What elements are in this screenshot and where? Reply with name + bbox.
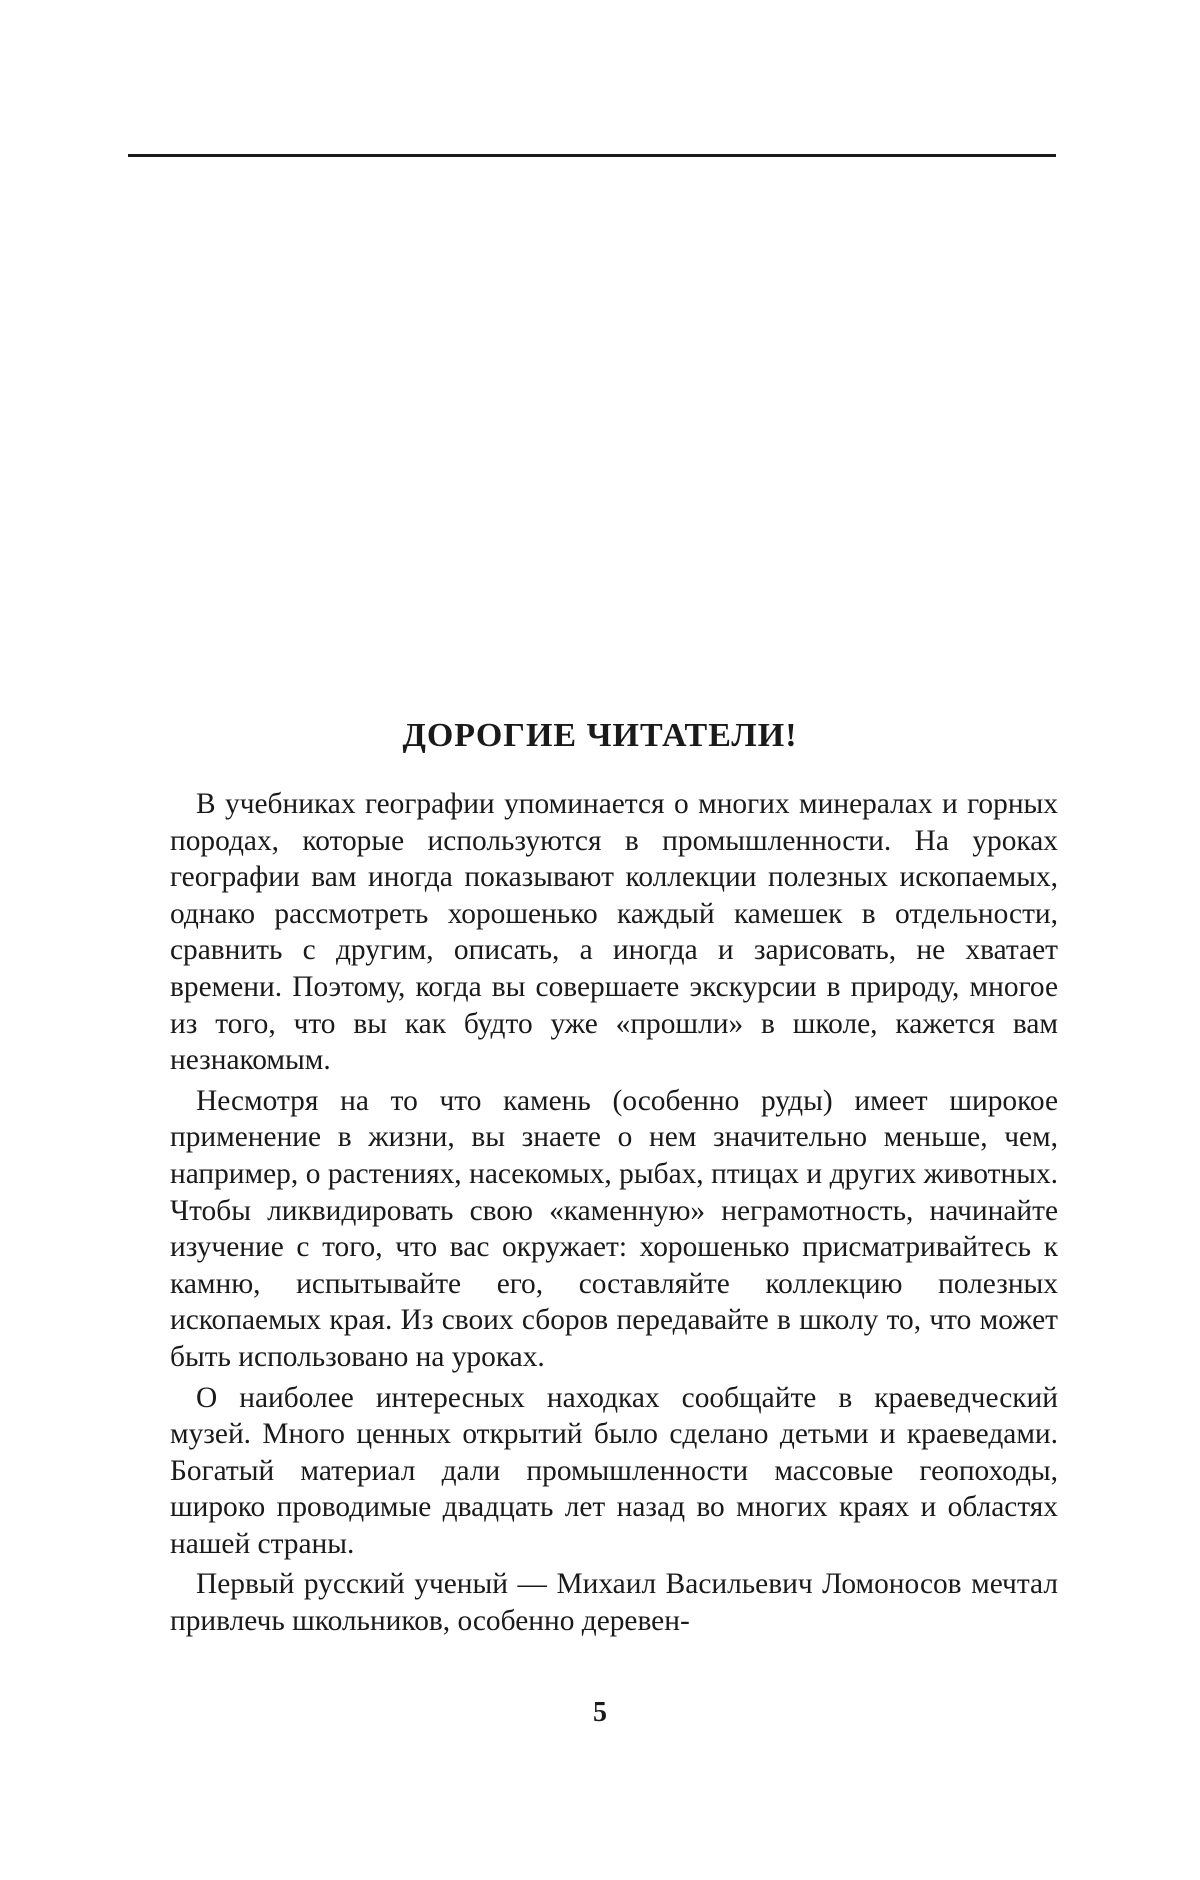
paragraph-1: В учебниках географии упоминается о многих минералах и горных породах, которые используются в промышленности. На уроках географии вам иногда показывают коллекции полезных ископаемых, однако рассмотреть хорошенько каждый камешек в отдельности, сравнить с другим, описать, а иногда и зарисовать, не хватает времени. Поэтому, когда вы совершаете экскурсии в природу, многое из того, что вы как будто уже «прошли» в школе, кажется вам незнакомым. (170, 788, 1058, 1077)
top-rule (128, 154, 1056, 157)
paragraph-4: Первый русский ученый — Михаил Васильевич Ломоносов мечтал привлечь школьников, особенно деревен- (170, 1568, 1058, 1638)
page-number: 5 (593, 1697, 607, 1728)
paragraph-2: Несмотря на то что камень (особенно руды) имеет широкое применение в жизни, вы знаете о нем значительно меньше, чем, например, о растениях, насекомых, рыбах, птицах и других животных. Чтобы ликвидировать свою «каменную» неграмотность, начинайте изучение с того, что вас окружает: хорошенько присматривайтесь к камню, испытывайте его, составляйте коллекцию полезных ископаемых края. Из своих сборов передавайте в школу то, что может быть использовано на уроках. (170, 1084, 1058, 1373)
body-text (170, 786, 1058, 1640)
paragraph-3: О наиболее интересных находках сообщайте в краеведческий музей. Много ценных открытий было сделано детьми и краеведами. Богатый материал дали промышленности массовые геопоходы, широко проводимые двадцать лет назад во многих краях и областях нашей страны. (170, 1381, 1058, 1560)
page-heading: ДОРОГИЕ ЧИТАТЕЛИ! (402, 717, 798, 754)
